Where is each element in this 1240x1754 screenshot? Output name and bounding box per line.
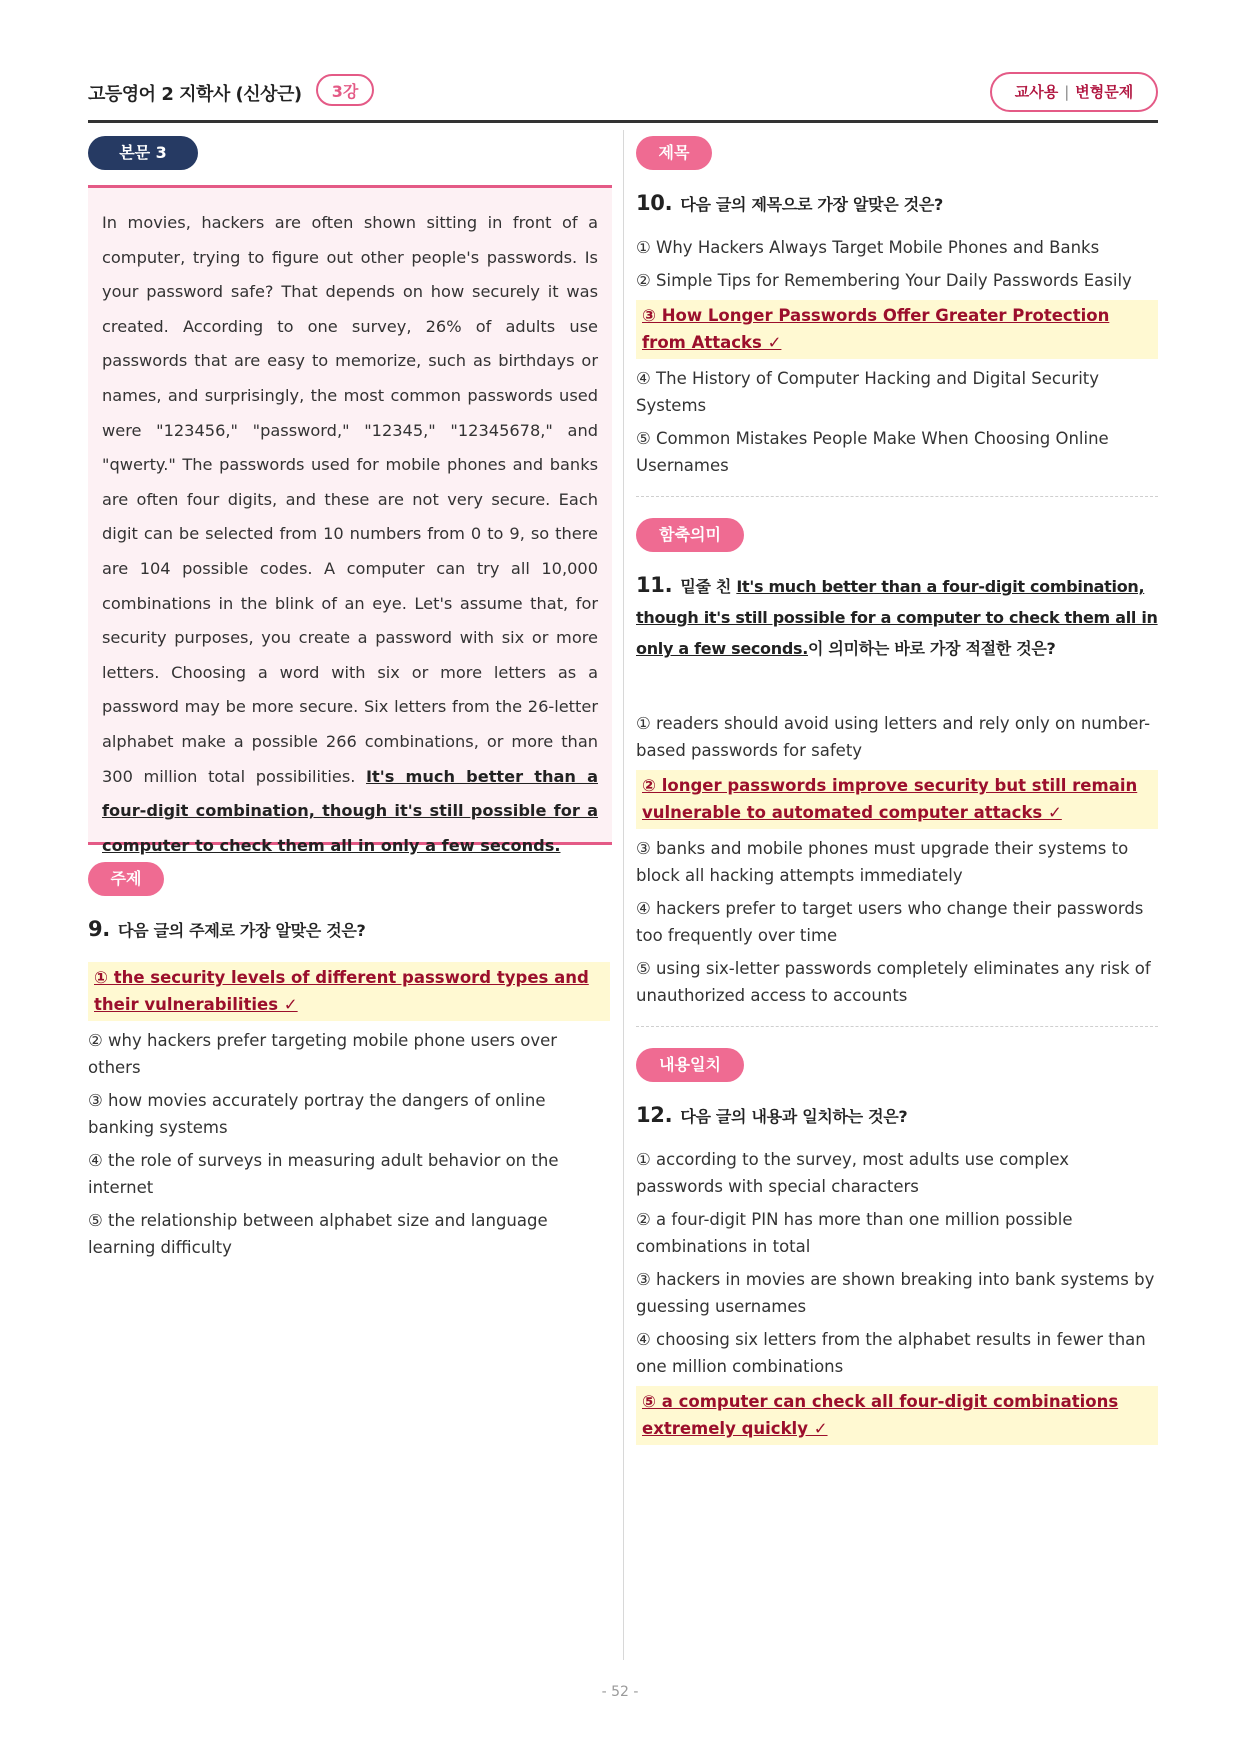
q10-option-2[interactable]: ② Simple Tips for Remembering Your Daily Passwords Easily: [636, 271, 1132, 290]
q10-option-1[interactable]: ① Why Hackers Always Target Mobile Phones and Banks: [636, 238, 1100, 257]
passage-box: [88, 185, 612, 855]
page-number: - 52 -: [601, 1684, 639, 1700]
q9-title: [88, 914, 608, 946]
q11-options: [636, 710, 1158, 1015]
q10-question: 다음 글의 제목으로 가장 알맞은 것은?: [680, 195, 943, 214]
q12-tag: 내용일치: [636, 1048, 744, 1082]
type-label: 변형문제: [1075, 83, 1134, 101]
q11-option-3[interactable]: ③ banks and mobile phones must upgrade their systems to block all hacking attempts immediately: [636, 839, 1129, 885]
q11-underlined-sentence: It's much better than a four-digit combination, though it's still possible for a computer to check them all in only a few seconds.: [636, 577, 1158, 658]
document-title: 고등영어 2 지학사 (신상근): [88, 84, 302, 105]
q10-option-4[interactable]: ④ The History of Computer Hacking and Digital Security Systems: [636, 369, 1100, 415]
q12-option-2[interactable]: ② a four-digit PIN has more than one million possible combinations in total: [636, 1210, 1073, 1256]
passage-text: [102, 206, 598, 863]
q12-option-5[interactable]: ⑤ a computer can check all four-digit combinations extremely quickly ✓: [636, 1386, 1158, 1445]
section-divider: [636, 496, 1158, 497]
q10-title: [636, 188, 1156, 220]
passage-body: In movies, hackers are often shown sitting in front of a computer, trying to figure out other people's passwords. Is your password safe? That depends on how securely it was created. According to one survey, 26% of adults use passwords that are easy to memorize, such as birthdays or names, and surprisingly, the most common passwords used were "123456," "password," "12345," "12345678," and "qwerty." The passwords used for mobile phones and banks are often four digits, and these are not very secure. Each digit can be selected from 10 numbers from 0 to 9, so there are 104 possible codes. A computer can try all 10,000 combinations in the blink of an eye. Let's assume that, for security purposes, you create a password with six or more letters. Choosing a word with six or more letters as a password may be more secure. Six letters from the 26-letter alphabet make a possible 266 combinations, or more than 300 million total possibilities.: [102, 213, 598, 786]
q9-tag: 주제: [88, 862, 164, 896]
q12-option-3[interactable]: ③ hackers in movies are shown breaking into bank systems by guessing usernames: [636, 1270, 1155, 1316]
section-divider: [636, 1026, 1158, 1027]
q10-options: [636, 234, 1158, 485]
q10-tag: 제목: [636, 136, 712, 170]
q11-question-prefix: 밑줄 친: [680, 577, 732, 596]
q11-number: 11.: [636, 573, 673, 597]
q9-options: [88, 962, 610, 1267]
q9-question: 다음 글의 주제로 가장 알맞은 것은?: [118, 921, 366, 940]
q12-number: 12.: [636, 1103, 673, 1127]
separator: |: [1064, 83, 1070, 101]
q12-options: [636, 1146, 1158, 1451]
q9-option-1[interactable]: ① the security levels of different password types and their vulnerabilities ✓: [88, 962, 610, 1021]
q12-option-4[interactable]: ④ choosing six letters from the alphabet results in fewer than one million combinations: [636, 1330, 1146, 1376]
q9-number: 9.: [88, 917, 110, 941]
edition-badge: [990, 72, 1158, 112]
page-header: [88, 70, 1158, 123]
q12-title: [636, 1100, 1156, 1132]
q11-tag: 함축의미: [636, 518, 744, 552]
q11-question-suffix: 이 의미하는 바로 가장 적절한 것은?: [808, 639, 1056, 658]
q10-option-5[interactable]: ⑤ Common Mistakes People Make When Choosing Online Usernames: [636, 429, 1109, 475]
q9-option-5[interactable]: ⑤ the relationship between alphabet size and language learning difficulty: [88, 1211, 548, 1257]
q10-number: 10.: [636, 191, 673, 215]
passage-tag: 본문 3: [88, 136, 198, 170]
passage-underlined-sentence: It's much better than a four-digit combination, though it's still possible for a computer to check them all in only a few seconds.: [102, 766, 598, 855]
teacher-label: 교사용: [1014, 83, 1059, 101]
q11-option-5[interactable]: ⑤ using six-letter passwords completely eliminates any risk of unauthorized access to accounts: [636, 959, 1151, 1005]
q11-option-2[interactable]: ② longer passwords improve security but still remain vulnerable to automated computer attacks ✓: [636, 770, 1158, 829]
lesson-badge: 3강: [316, 74, 374, 106]
q12-option-1[interactable]: ① according to the survey, most adults use complex passwords with special characters: [636, 1150, 1070, 1196]
q9-option-3[interactable]: ③ how movies accurately portray the dangers of online banking systems: [88, 1091, 546, 1137]
q11-option-4[interactable]: ④ hackers prefer to target users who change their passwords too frequently over time: [636, 899, 1144, 945]
q12-question: 다음 글의 내용과 일치하는 것은?: [680, 1107, 908, 1126]
q11-option-1[interactable]: ① readers should avoid using letters and rely only on number-based passwords for safety: [636, 714, 1151, 760]
q11-title: [636, 570, 1158, 664]
q9-option-4[interactable]: ④ the role of surveys in measuring adult behavior on the internet: [88, 1151, 559, 1197]
q10-option-3[interactable]: ③ How Longer Passwords Offer Greater Protection from Attacks ✓: [636, 300, 1158, 359]
q9-option-2[interactable]: ② why hackers prefer targeting mobile phone users over others: [88, 1031, 558, 1077]
column-divider: [623, 130, 624, 1660]
